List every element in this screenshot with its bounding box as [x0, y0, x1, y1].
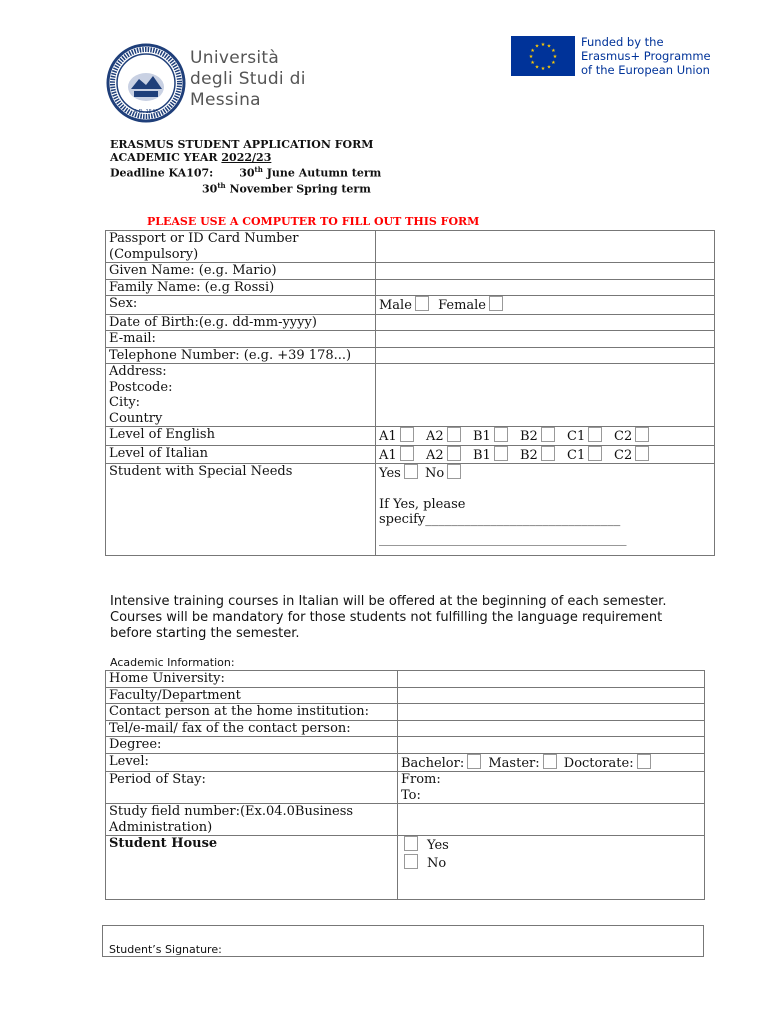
table-row [106, 231, 715, 263]
eu-star: ★ [552, 55, 558, 60]
from-label: From: [401, 772, 441, 787]
academic-info-heading: Academic Information: [110, 656, 235, 669]
computer-fill-notice: PLEASE USE A COMPUTER TO FILL OUT THIS FORM [147, 215, 480, 228]
sex-label: Sex: [106, 296, 376, 315]
address-label: Address: [109, 364, 167, 379]
erasmus-funding-label [581, 35, 711, 77]
eu-flag-logo [511, 36, 575, 76]
italian-c1-checkbox[interactable] [588, 446, 602, 461]
student-house-yes-checkbox[interactable] [404, 836, 418, 851]
academic-year-value: 2022/23 [221, 150, 272, 164]
level-option-label: C1 [567, 447, 586, 463]
italian-level-options [376, 445, 715, 464]
female-label: Female [438, 298, 486, 313]
level-option-label: A2 [426, 429, 444, 444]
table-row [106, 314, 715, 331]
table-row [106, 445, 715, 464]
degree-label: Degree: [106, 737, 398, 754]
eu-star: ★ [540, 43, 546, 48]
table-row [106, 804, 705, 836]
doctorate-checkbox[interactable] [637, 754, 651, 769]
level-options [398, 753, 705, 772]
italian-a1-checkbox[interactable] [400, 446, 414, 461]
level-option-label: A2 [426, 447, 444, 463]
english-b2-checkbox[interactable] [541, 427, 555, 442]
level-option-label: B1 [473, 429, 491, 444]
academic-year [110, 152, 381, 165]
academic-info-table [105, 670, 705, 900]
level-option-label: B1 [473, 447, 491, 463]
eu-star: ★ [534, 44, 540, 50]
table-row [106, 427, 715, 446]
deadline-spring [110, 180, 381, 196]
contact-person-label: Contact person at the home institution: [106, 704, 398, 721]
master-checkbox[interactable] [543, 754, 557, 769]
eu-star: ★ [530, 49, 535, 54]
email-label: E-mail: [106, 331, 376, 348]
level-option-label: B2 [520, 447, 538, 463]
table-row [106, 331, 715, 348]
city-label: City: [109, 395, 141, 410]
english-c1-checkbox[interactable] [588, 427, 602, 442]
form-title: ERASMUS STUDENT APPLICATION FORM [110, 138, 374, 151]
address-block-label [106, 364, 376, 427]
deadline-label: Deadline KA107: [110, 166, 214, 180]
italian-b2-checkbox[interactable] [541, 446, 555, 461]
eu-star: ★ [551, 61, 556, 66]
passport-label: Passport or ID Card Number (Compulsory) [106, 231, 376, 263]
sex-options [376, 296, 715, 315]
student-house-yes-label: Yes [427, 838, 449, 853]
student-house-label: Student House [106, 836, 398, 900]
address-input[interactable] [376, 364, 715, 427]
female-checkbox[interactable] [489, 296, 503, 311]
special-needs-no-checkbox[interactable] [447, 464, 461, 479]
eu-star: ★ [551, 49, 556, 54]
contact-details-label: Tel/e-mail/ fax of the contact person: [106, 720, 398, 737]
level-option-label: A1 [379, 429, 397, 444]
autumn-sup: th [254, 165, 263, 174]
study-field-label: Study field number:(Ex.04.0Business Administration) [106, 804, 398, 836]
table-row [106, 347, 715, 364]
eu-text-line-3: of the European Union [581, 63, 710, 77]
table-row [106, 464, 715, 556]
specify-field[interactable]: specify______________________________ [379, 512, 621, 527]
english-level-options [376, 427, 715, 446]
home-university-input[interactable] [398, 671, 705, 688]
student-house-no-checkbox[interactable] [404, 854, 418, 869]
autumn-term: June Autumn term [262, 166, 382, 180]
faculty-input[interactable] [398, 687, 705, 704]
special-needs-options [376, 464, 715, 556]
university-name-line-1: Università [190, 48, 280, 68]
bachelor-label: Bachelor: [401, 755, 465, 771]
faculty-label: Faculty/Department [106, 687, 398, 704]
autumn-day: 30 [239, 166, 255, 180]
signature-label: Student’s Signature: [109, 943, 222, 956]
special-needs-label: Student with Special Needs [106, 464, 376, 556]
eu-star: ★ [534, 65, 540, 71]
english-a1-checkbox[interactable] [400, 427, 414, 442]
given-name-input[interactable] [376, 263, 715, 280]
family-name-label: Family Name: (e.g Rossi) [106, 279, 376, 296]
italian-c2-checkbox[interactable] [635, 446, 649, 461]
contact-person-input[interactable] [398, 704, 705, 721]
study-field-input[interactable] [398, 804, 705, 836]
passport-input[interactable] [376, 231, 715, 263]
form-heading [110, 139, 381, 196]
eu-star: ★ [540, 67, 546, 72]
table-row [106, 279, 715, 296]
eu-star: ★ [528, 55, 534, 60]
level-label: Level: [106, 753, 398, 772]
family-name-input[interactable] [376, 279, 715, 296]
doctorate-label: Doctorate: [563, 755, 634, 771]
level-option-label: B2 [520, 429, 538, 444]
university-name-line-3: Messina [190, 90, 261, 110]
special-no-label: No [424, 466, 445, 481]
academic-year-label: ACADEMIC YEAR [110, 150, 222, 164]
eu-text-line-1: Funded by the [581, 35, 664, 49]
deadline-autumn [110, 164, 381, 180]
table-row [106, 836, 705, 900]
italian-a2-checkbox[interactable] [447, 446, 461, 461]
level-option-label: C2 [614, 447, 633, 463]
postcode-label: Postcode: [109, 379, 173, 395]
eu-star: ★ [530, 61, 535, 66]
period-input[interactable] [398, 772, 705, 804]
italian-b1-checkbox[interactable] [494, 446, 508, 461]
student-house-options [398, 836, 705, 900]
table-row [106, 687, 705, 704]
to-label: To: [401, 787, 421, 803]
period-label: Period of Stay: [106, 772, 398, 804]
home-university-label: Home University: [106, 671, 398, 688]
spring-day: 30 [202, 182, 218, 196]
spring-sup: th [217, 181, 226, 191]
university-name-line-2: degli Studi di [190, 69, 306, 89]
special-needs-yes-checkbox[interactable] [404, 464, 418, 479]
level-option-label: C2 [614, 429, 633, 444]
telephone-input[interactable] [376, 347, 715, 364]
telephone-label: Telephone Number: (e.g. +39 178...) [106, 347, 376, 364]
table-row [106, 296, 715, 315]
eu-text-line-2: Erasmus+ Programme [581, 49, 711, 63]
english-level-label: Level of English [106, 427, 376, 446]
university-seal-logo [106, 43, 186, 123]
bachelor-checkbox[interactable] [467, 754, 481, 769]
eu-star: ★ [546, 44, 552, 50]
table-row [106, 772, 705, 804]
signature-box[interactable] [102, 925, 704, 957]
table-row [106, 753, 705, 772]
level-option-label: A1 [379, 447, 397, 463]
male-label: Male [379, 298, 412, 313]
dob-label: Date of Birth:(e.g. dd-mm-yyyy) [106, 314, 376, 331]
table-row [106, 737, 705, 754]
if-yes-label: If Yes, please [379, 496, 466, 512]
level-option-label: C1 [567, 429, 586, 444]
given-name-label: Given Name: (e.g. Mario) [106, 263, 376, 280]
italian-level-label: Level of Italian [106, 445, 376, 464]
specify-line[interactable]: _____________________________________________ [379, 532, 627, 546]
personal-details-table [105, 230, 715, 556]
email-input[interactable] [376, 331, 715, 348]
spring-term: November Spring term [225, 182, 371, 196]
table-row [106, 671, 705, 688]
degree-input[interactable] [398, 737, 705, 754]
table-row [106, 704, 705, 721]
dob-input[interactable] [376, 314, 715, 331]
intensive-courses-note: Intensive training courses in Italian will be offered at the beginning of each semester. Courses will be mandatory for those students not fulfilling the language requirement before starting the semester. [110, 594, 667, 641]
svg-text:A.D. 1548: A.D. 1548 [133, 109, 159, 115]
university-name [190, 48, 306, 111]
special-yes-label: Yes [379, 466, 401, 481]
contact-details-input[interactable] [398, 720, 705, 737]
table-row [106, 720, 705, 737]
english-b1-checkbox[interactable] [494, 427, 508, 442]
table-row [106, 364, 715, 427]
table-row [106, 263, 715, 280]
master-label: Master: [488, 755, 540, 771]
english-a2-checkbox[interactable] [447, 427, 461, 442]
male-checkbox[interactable] [415, 296, 429, 311]
student-house-no-label: No [427, 855, 447, 871]
eu-star: ★ [546, 65, 552, 71]
country-label: Country [109, 410, 163, 426]
english-c2-checkbox[interactable] [635, 427, 649, 442]
